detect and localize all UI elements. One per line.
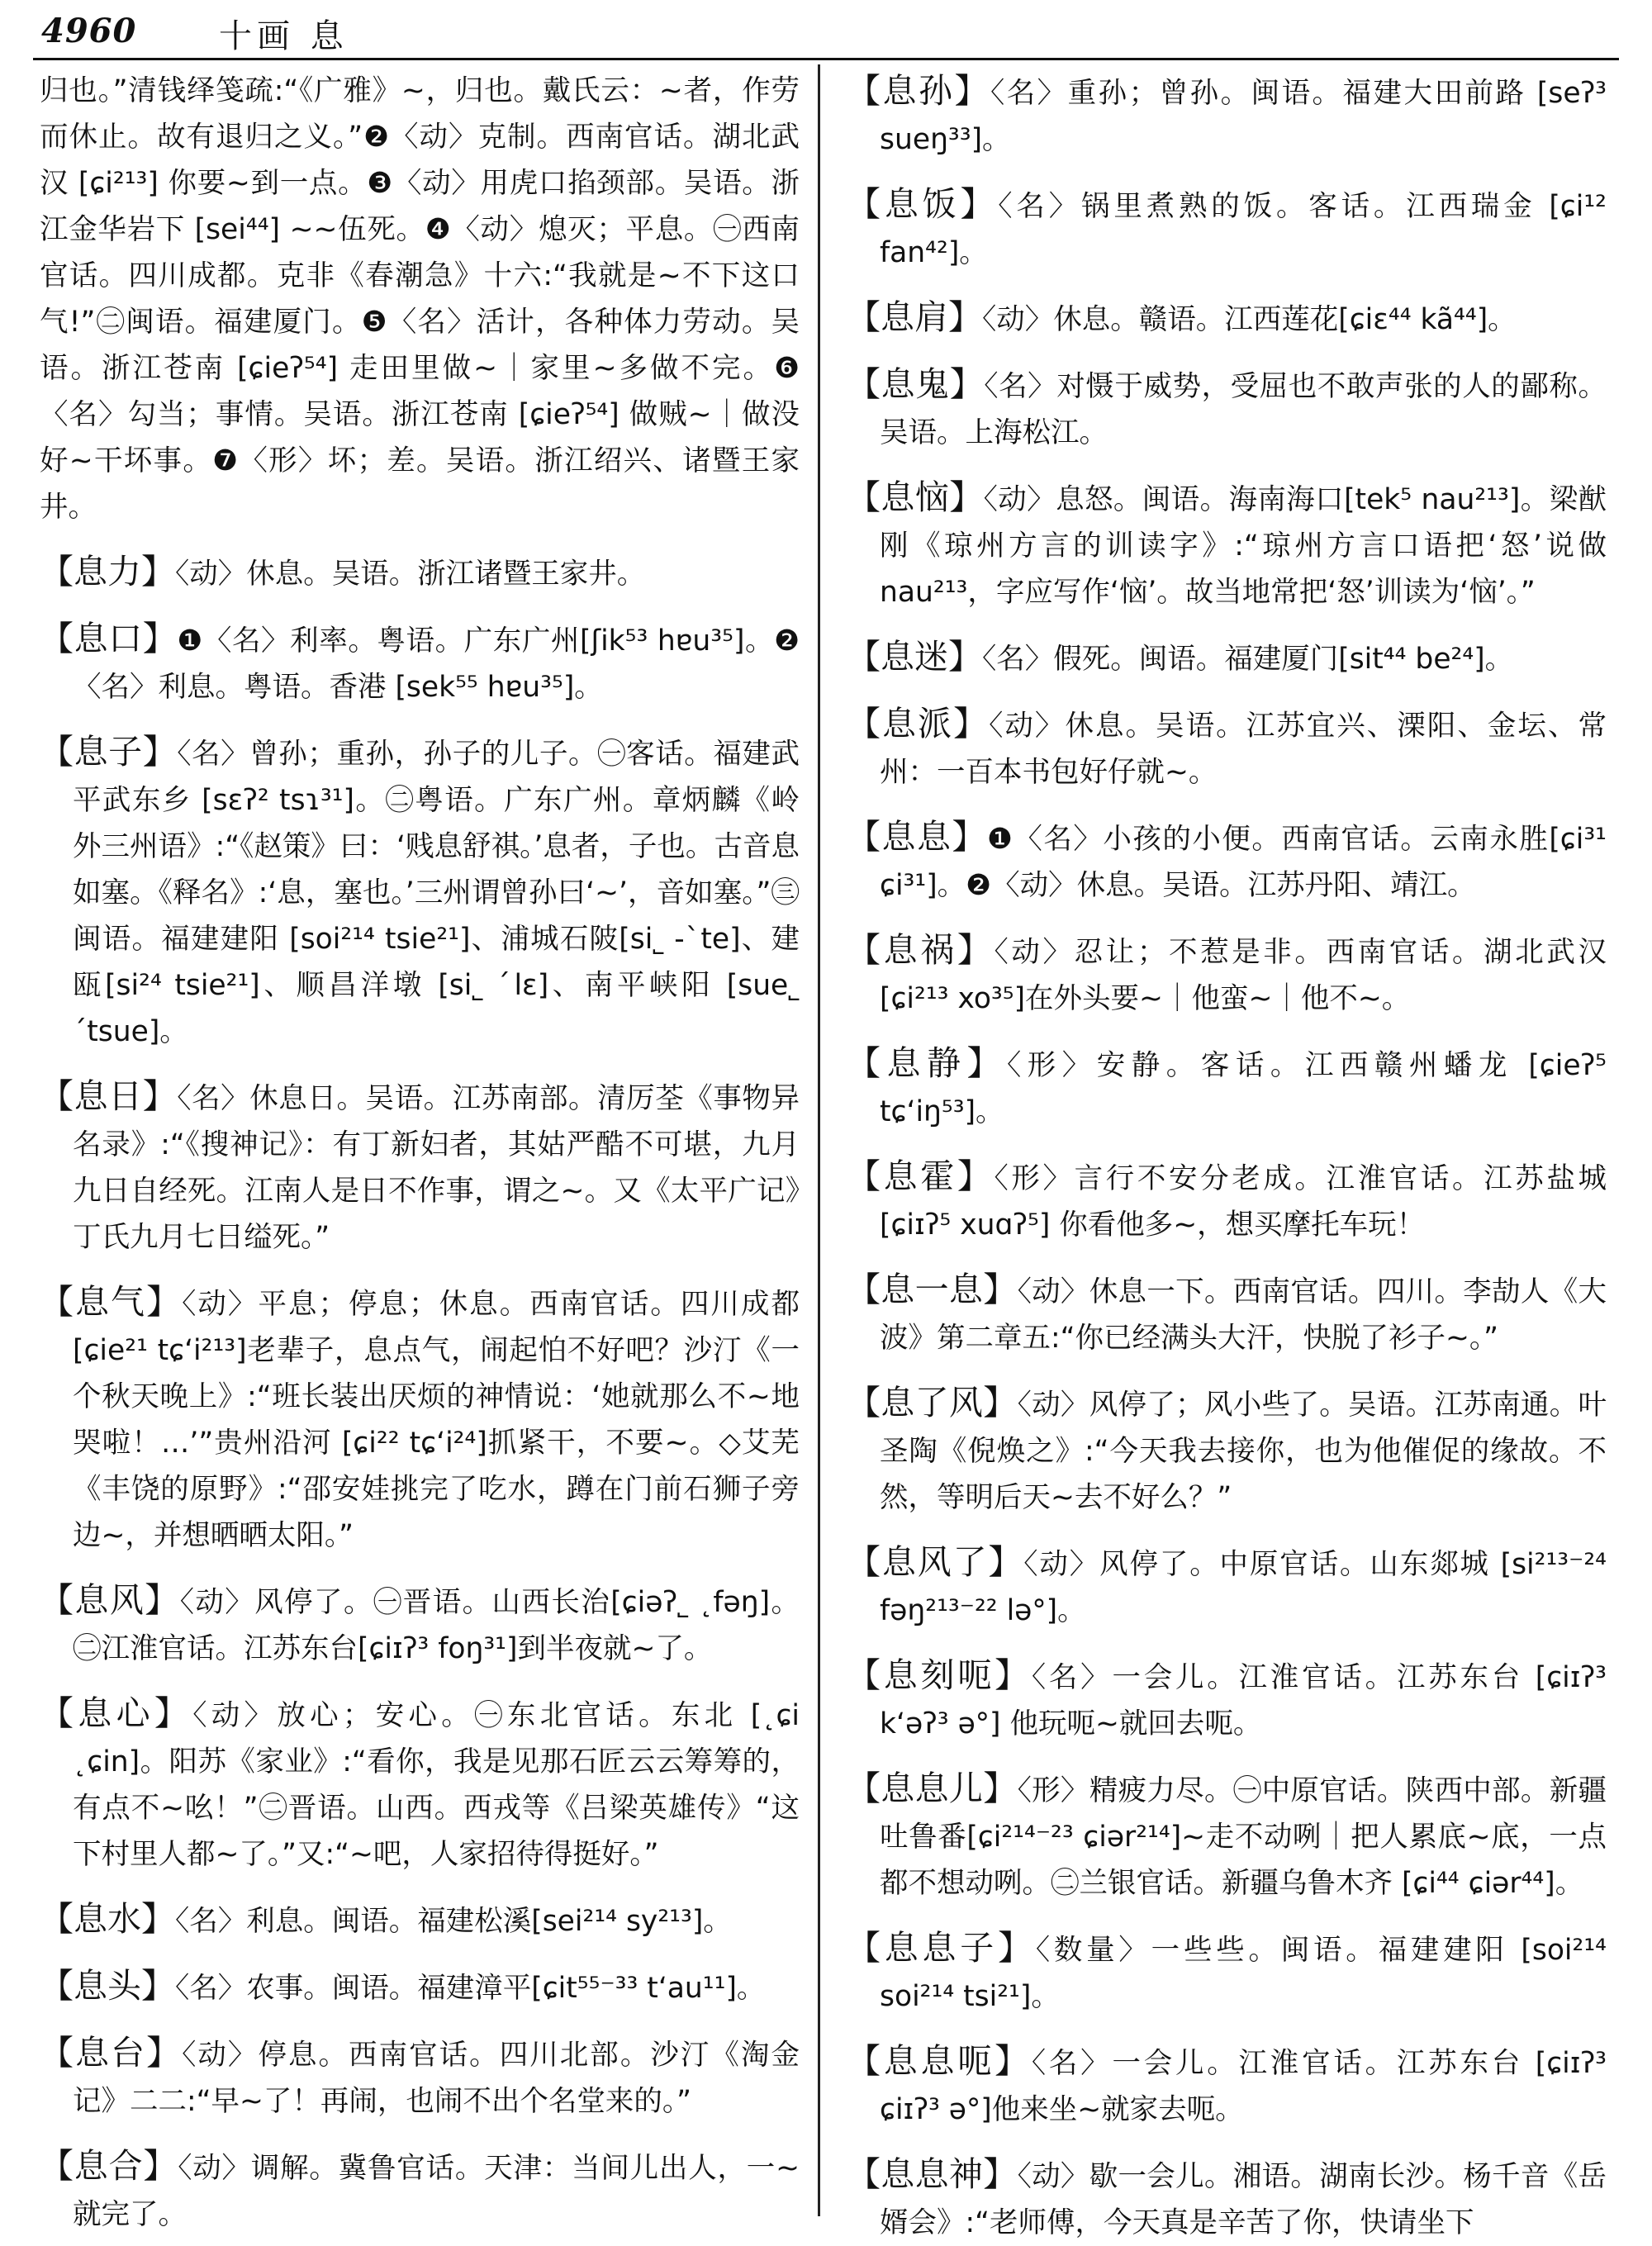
entry-definition: 〈动〉休息一下。西南官话。四川。李劼人《大波》第二章五:“你已经满头大汗，快脱了衫子~。” (880, 1275, 1607, 1355)
entry-headword: 【息刻呃】 (847, 1655, 1032, 1695)
entry-definition: 〈名〉锅里煮熟的饭。客话。江西瑞金 [ɕi¹² fan⁴²]。 (880, 190, 1607, 269)
entry-headword: 【息肩】 (847, 297, 982, 337)
entry-definition: ❶〈名〉利率。粤语。广东广州[ʃik⁵³ hɐu³⁵]。❷〈名〉利息。粤语。香港 [sek⁵⁵ hɐu³⁵]。 (73, 624, 800, 704)
dictionary-entry (847, 68, 1607, 163)
left-entries (40, 548, 800, 2238)
entry-headword: 【息息呃】 (847, 2041, 1032, 2081)
dictionary-entry (40, 729, 800, 1055)
left-column (40, 68, 800, 2231)
entry-headword: 【息头】 (40, 1966, 175, 2006)
entry-definition: 〈动〉风停了；风小些了。吴语。江苏南通。叶圣陶《倪焕之》:“今天我去接你，也为他催促的缘故。不然，等明后天~去不好么？” (880, 1389, 1607, 1514)
entry-headword: 【息霍】 (847, 1156, 995, 1196)
entry-headword: 【息风】 (40, 1580, 180, 1620)
entry-headword: 【息合】 (40, 2146, 178, 2186)
entry-headword: 【息鬼】 (847, 364, 985, 404)
entry-headword: 【息祸】 (847, 930, 995, 970)
entry-headword: 【息力】 (40, 552, 175, 591)
dictionary-entry (847, 1040, 1607, 1135)
entry-definition: 〈形〉言行不安分老成。江淮官话。江苏盐城 [ɕiɪʔ⁵ xuɑʔ⁵] 你看他多~，想买摩托车玩！ (880, 1162, 1607, 1242)
dictionary-entry (847, 1925, 1607, 2020)
entry-definition: 〈名〉农事。闽语。福建漳平[ɕit⁵⁵⁻³³ tʻau¹¹]。 (175, 1972, 766, 2005)
dictionary-entry (847, 2038, 1607, 2133)
entry-headword: 【息息子】 (847, 1928, 1036, 1968)
entry-headword: 【息一息】 (847, 1270, 1018, 1309)
entry-definition: 〈名〉休息日。吴语。江苏南部。清厉荃《事物异名录》:“《搜神记》：有丁新妇者，其姑严酷不可堪，九月九日自经死。江南人是日不作事，谓之~。又《太平广记》丁氏九月七日缢死。” (73, 1082, 800, 1254)
entry-headword: 【息息神】 (847, 2154, 1018, 2194)
entry-definition: 〈动〉歇一会儿。湘语。湖南长沙。杨千音《岳婿会》:“老师傅，今天真是辛苦了你，快请坐下 (880, 2160, 1607, 2239)
entry-definition: 〈名〉一会儿。江淮官话。江苏东台 [ɕiɪʔ³ ɕiɪʔ³ ə°]他来坐~就家去呃。 (880, 2047, 1607, 2126)
dictionary-entry (847, 814, 1607, 909)
entry-definition: 〈动〉休息。赣语。江西莲花[ɕiɛ⁴⁴ kã⁴⁴]。 (982, 303, 1517, 336)
dictionary-entry (40, 548, 800, 597)
entry-headword: 【息日】 (40, 1076, 178, 1116)
dictionary-entry (40, 1896, 800, 1944)
entry-definition: ❶〈名〉小孩的小便。西南官话。云南永胜[ɕi³¹ ɕi³¹]。❷〈动〉休息。吴语。江苏丹阳、靖江。 (880, 823, 1607, 902)
entry-headword: 【息息儿】 (847, 1769, 1018, 1808)
entry-definition: 〈形〉安静。客话。江西赣州蟠龙 [ɕieʔ⁵ tɕʻiŋ⁵³]。 (880, 1049, 1607, 1128)
entry-headword: 【息迷】 (847, 637, 982, 677)
dictionary-entry (40, 1073, 800, 1261)
column-divider (818, 64, 820, 2216)
dictionary-entry (847, 1153, 1607, 1248)
entry-definition: 〈名〉利息。闽语。福建松溪[sei²¹⁴ sy²¹³]。 (175, 1905, 732, 1938)
entry-definition: 〈名〉曾孙；重孙，孙子的儿子。㊀客话。福建武平武东乡 [sɛʔ² tsɿ³¹]。㊁粤语。广东广州。章炳麟《岭外三州语》:“《赵策》曰：‘贱息舒祺。’息者，子也。古音息如塞。《释名》:‘息，塞也。’三州谓曾孙曰‘~’，音如塞。”㊂闽语。福建建阳 [soi²¹⁴ tsie²¹]、浦城石陂[si˾ -ˋte]、建瓯[si²⁴ tsie²¹]、顺昌洋墩 [si˾ ˊlɛ]、南平峡阳 [sue˾ ˊtsue]。 (73, 738, 800, 1048)
entry-headword: 【息台】 (40, 2033, 183, 2073)
entry-definition: 〈动〉休息。吴语。江苏宜兴、溧阳、金坛、常州：一百本书包好仔就~。 (880, 710, 1607, 789)
dictionary-entry (847, 634, 1607, 682)
entry-headword: 【息了风】 (847, 1383, 1018, 1422)
dictionary-entry (847, 700, 1607, 795)
entry-definition: 〈名〉对慑于威势，受屈也不敢声张的人的鄙称。吴语。上海松江。 (880, 370, 1607, 449)
dictionary-entry (40, 615, 800, 710)
entry-headword: 【息恼】 (847, 477, 984, 517)
dictionary-entry (847, 1539, 1607, 1634)
entry-definition: 〈动〉忍让；不惹是非。西南官话。湖北武汉 [ɕi²¹³ xo³⁵]在外头要~｜他蛮~｜他不~。 (880, 936, 1607, 1015)
entry-headword: 【息气】 (40, 1282, 183, 1322)
entry-definition: 〈动〉放心；安心。㊀东北官话。东北 [˛ɕi ˛ɕin]。阳苏《家业》:“看你，我是见那石匠云云筹筹的，有点不~吆！”㊁晋语。山西。西戎等《吕梁英雄传》“这下村里人都~了。”又:“~吧，人家招待得挺好。” (73, 1699, 800, 1871)
entry-definition: 〈数量〉一些些。闽语。福建建阳 [soi²¹⁴ soi²¹⁴ tsi²¹]。 (880, 1934, 1607, 2013)
dictionary-entry (847, 1652, 1607, 1747)
entry-definition: 〈动〉风停了。中原官话。山东郯城 [si²¹³⁻²⁴ fəŋ²¹³⁻²² lə°]。 (880, 1548, 1607, 1627)
dictionary-entry (847, 927, 1607, 1022)
page-header (33, 7, 1619, 60)
entry-definition: 〈动〉休息。吴语。浙江诸暨王家井。 (175, 558, 646, 591)
entry-headword: 【息口】 (40, 619, 178, 658)
dictionary-entry (847, 474, 1607, 615)
entry-headword: 【息风了】 (847, 1542, 1024, 1582)
section-heading: 十画 息 (219, 17, 349, 55)
page-number: 4960 (41, 12, 137, 50)
entry-headword: 【息心】 (40, 1693, 193, 1733)
entry-definition: 〈动〉风停了。㊀晋语。山西长治[ɕiəʔ˾ ˛fəŋ]。㊁江淮官话。江苏东台[ɕiɪʔ³ foŋ³¹]到半夜就~了。 (73, 1586, 800, 1665)
entry-definition: 〈名〉一会儿。江淮官话。江苏东台 [ɕiɪʔ³ kʻəʔ³ ə°] 他玩呃~就回去呃。 (880, 1661, 1607, 1740)
dictionary-entry (847, 1379, 1607, 1521)
dictionary-entry (40, 1577, 800, 1672)
entry-headword: 【息饭】 (847, 184, 999, 224)
dictionary-entry (847, 1765, 1607, 1906)
dictionary-entry (40, 2143, 800, 2238)
right-column (847, 68, 1607, 2239)
entry-definition: 〈名〉假死。闽语。福建厦门[sit⁴⁴ be²⁴]。 (982, 643, 1514, 676)
entry-definition: 〈动〉调解。冀鲁官话。天津：当间儿出人，一~就完了。 (73, 2152, 800, 2231)
entry-headword: 【息息】 (847, 817, 987, 857)
dictionary-entry (847, 1266, 1607, 1361)
dictionary-entry (847, 181, 1607, 276)
entry-definition: 〈动〉平息；停息；休息。西南官话。四川成都 [ɕie²¹ tɕʻi²¹³]老辈子，息点气，闹起怕不好吧？沙汀《一个秋天晚上》:“班长装出厌烦的神情说：‘她就那么不~地哭啦！…’”贵州沿河 [ɕi²² tɕʻi²⁴]抓紧干，不要~。◇艾芜《丰饶的原野》:“邵安娃挑完了吃水，蹲在门前石狮子旁边~，并想晒晒太阳。” (73, 1288, 800, 1552)
entry-headword: 【息水】 (40, 1899, 175, 1939)
dictionary-entry (847, 361, 1607, 456)
entry-headword: 【息子】 (40, 732, 178, 772)
entry-definition: 〈名〉重孙；曾孙。闽语。福建大田前路 [seʔ³ sueŋ³³]。 (880, 77, 1607, 156)
dictionary-entry (847, 2151, 1607, 2246)
dictionary-entry (40, 1279, 800, 1559)
right-entries (847, 68, 1607, 2246)
dictionary-entry (847, 294, 1607, 343)
continuation-text: 归也。”清钱绎笺疏:“《广雅》~，归也。戴氏云：~者，作劳而休止。故有退归之义。”❷〈动〉克制。西南官话。湖北武汉 [ɕi²¹³] 你要~到一点。❸〈动〉用虎口掐颈部。吴语。浙江金华岩下 [sei⁴⁴] ~~伍死。❹〈动〉熄灭；平息。㊀西南官话。四川成都。克非《春潮急》十六:“我就是~不下这口气!”㊁闽语。福建厦门。❺〈名〉活计，各种体力劳动。吴语。浙江苍南 [ɕieʔ⁵⁴] 走田里做~｜家里~多做不完。❻〈名〉勾当；事情。吴语。浙江苍南 [ɕieʔ⁵⁴] 做贼~｜做没好~干坏事。❼〈形〉坏；差。吴语。浙江绍兴、诸暨王家井。 (40, 74, 800, 524)
entry-definition: 〈形〉精疲力尽。㊀中原官话。陕西中部。新疆吐鲁番[ɕi²¹⁴⁻²³ ɕiər²¹⁴]~走不动咧｜把人累底~底，一点都不想动咧。㊁兰银官话。新疆乌鲁木齐 [ɕi⁴⁴ ɕiər⁴⁴]。 (880, 1774, 1607, 1900)
entry-definition: 〈动〉停息。西南官话。四川北部。沙汀《淘金记》二二:“早~了！再闹，也闹不出个名堂来的。” (73, 2039, 800, 2118)
entry-headword: 【息派】 (847, 704, 990, 743)
entry-definition: 〈动〉息怒。闽语。海南海口[tek⁵ nau²¹³]。梁猷刚《琼州方言的训读字》:“琼州方言口语把‘怒’说做nau²¹³，字应写作‘恼’。故当地常把‘怒’训读为‘恼’。” (880, 483, 1607, 609)
dictionary-entry (40, 1963, 800, 2011)
entry-headword: 【息静】 (847, 1043, 1008, 1083)
dictionary-entry (40, 2030, 800, 2125)
dictionary-entry (40, 1690, 800, 1878)
entry-headword: 【息孙】 (847, 71, 990, 111)
